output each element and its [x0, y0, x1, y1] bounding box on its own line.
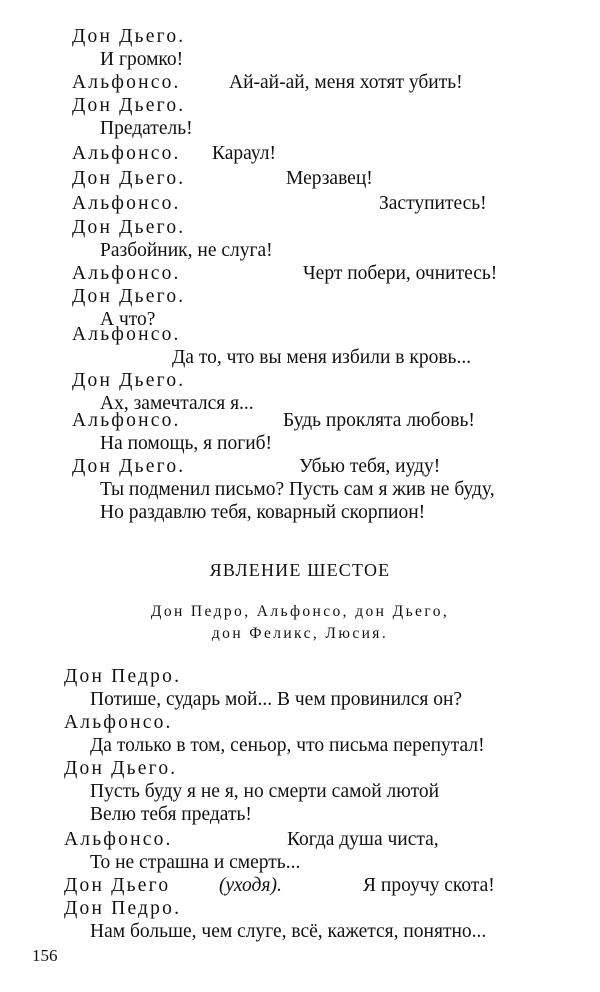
- line-text: Потише, сударь мой... В чем провинился он?: [90, 689, 463, 710]
- speaker-name: Дон Дьего.: [72, 456, 186, 477]
- line-text: Предатель!: [100, 118, 193, 139]
- speaker-name: Альфонсо.: [72, 410, 181, 431]
- line-text: Да то, что вы меня избили в кровь...: [172, 347, 472, 368]
- speaker-name: Альфонсо.: [64, 829, 173, 850]
- cast-list-line-1: Дон Педро, Альфонсо, дон Дьего,: [150, 603, 450, 620]
- line-text: Пусть буду я не я, но смерти самой лютой: [90, 781, 440, 802]
- speaker-name: Альфонсо.: [72, 193, 181, 214]
- speaker-name: Дон Педро.: [64, 898, 182, 919]
- line-text: Да только в том, сеньор, что письма перепутал!: [90, 735, 485, 756]
- line-text: Ты подменил письмо? Пусть сам я жив не буду,: [100, 479, 495, 500]
- speaker-name: Дон Дьего.: [72, 168, 186, 189]
- line-text: Разбойник, не слуга!: [100, 240, 273, 261]
- line-text: Велю тебя предать!: [90, 804, 252, 825]
- line-text: То не страшна и смерть...: [90, 852, 301, 873]
- speaker-name: Дон Дьего.: [72, 217, 186, 238]
- speaker-name: Альфонсо.: [72, 263, 181, 284]
- line-text: Убью тебя, иуду!: [299, 456, 441, 477]
- scene-heading: ЯВЛЕНИЕ ШЕСТОЕ: [209, 560, 391, 580]
- line-text: Ах, замечтался я...: [100, 393, 254, 414]
- cast-list-line-2: дон Феликс, Люсия.: [211, 625, 389, 642]
- speaker-name: Альфонсо.: [64, 712, 173, 733]
- speaker-name: Альфонсо.: [72, 324, 181, 345]
- line-text: Но раздавлю тебя, коварный скорпион!: [100, 502, 426, 523]
- speaker-name: Дон Дьего.: [72, 26, 186, 47]
- speaker-name: Альфонсо.: [72, 72, 181, 93]
- page-number: 156: [32, 946, 58, 965]
- stage-direction: (уходя).: [219, 875, 282, 896]
- speaker-name: Дон Дьего.: [72, 286, 186, 307]
- line-text: Караул!: [212, 143, 276, 164]
- line-text: Заступитесь!: [379, 193, 487, 214]
- line-text: Нам больше, чем слуге, всё, кажется, понятно...: [90, 921, 487, 942]
- line-text: Когда душа чиста,: [287, 829, 439, 850]
- speaker-name: Альфонсо.: [72, 143, 181, 164]
- speaker-name: Дон Дьего.: [72, 370, 186, 391]
- line-text: Мерзавец!: [286, 168, 373, 189]
- speaker-name: Дон Дьего.: [64, 758, 178, 779]
- line-text: Будь проклята любовь!: [283, 410, 475, 431]
- speaker-name: Дон Дьего.: [72, 95, 186, 116]
- speaker-name: Дон Дьего: [64, 875, 171, 896]
- line-text: Черт побери, очнитесь!: [303, 263, 498, 284]
- line-text: И громко!: [100, 49, 184, 70]
- speaker-name: Дон Педро.: [64, 666, 182, 687]
- line-text: А что?: [100, 309, 156, 330]
- line-text: Ай-ай-ай, меня хотят убить!: [229, 72, 463, 93]
- line-text: Я проучу скота!: [363, 875, 495, 896]
- line-text: На помощь, я погиб!: [100, 433, 273, 454]
